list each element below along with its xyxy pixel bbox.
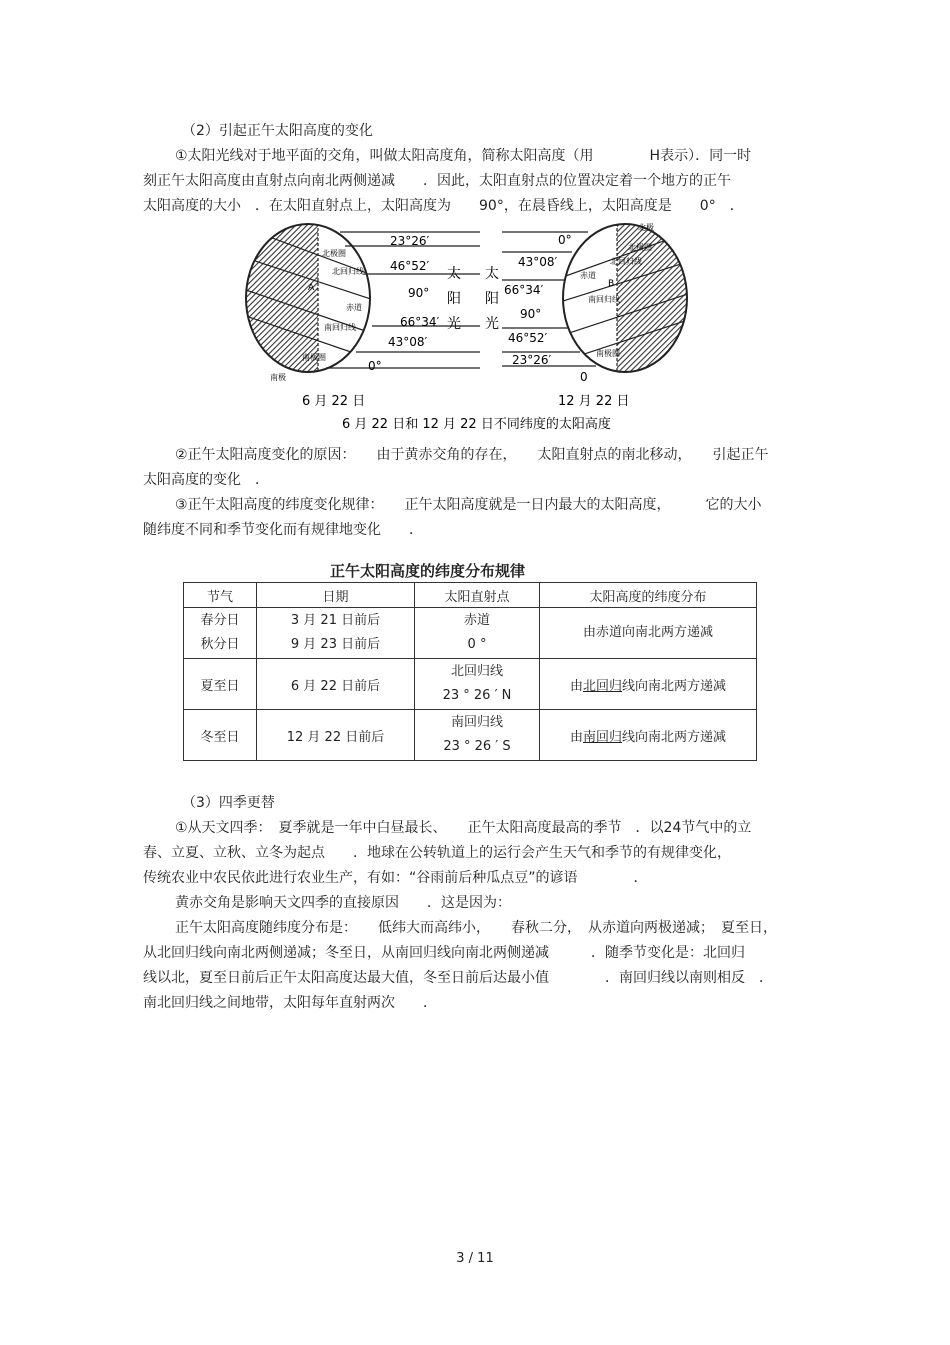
globe-june xyxy=(240,218,480,409)
svg-text:0°: 0° xyxy=(368,359,382,373)
svg-text:南回归线: 南回归线 xyxy=(324,323,356,332)
svg-text:阳: 阳 xyxy=(447,291,461,307)
paragraph-line: 太阳高度的变化 ． xyxy=(143,472,269,488)
paragraph-line: 黄赤交角是影响天文四季的直接原因 ．这是因为： xyxy=(175,895,511,911)
table-cell xyxy=(415,608,540,659)
table-row xyxy=(184,608,757,659)
paragraph-line: 随纬度不同和季节变化而有规律地变化 ． xyxy=(143,522,423,538)
table-title: 正午太阳高度的纬度分布规律 xyxy=(330,562,526,580)
svg-text:南极: 南极 xyxy=(270,373,286,382)
table-cell: 冬至日 xyxy=(184,710,257,761)
paragraph-line: ①太阳光线对于地平面的交角，叫做太阳高度角，简称太阳高度（用 H表示）．同一时 xyxy=(175,148,752,164)
cell-text: 南回归线 xyxy=(450,715,503,730)
svg-text:66°34′: 66°34′ xyxy=(504,283,544,297)
svg-text:赤道: 赤道 xyxy=(580,271,596,280)
table-row xyxy=(184,659,757,710)
cell-text: 春分日 xyxy=(200,613,240,628)
svg-text:北极圈: 北极圈 xyxy=(322,249,346,258)
paragraph-line: 线以北，夏至日前后正午太阳高度达最大值，冬至日前后达最小值 ．南回归线以南则相反 ． xyxy=(143,970,773,986)
svg-text:90°: 90° xyxy=(408,286,430,300)
latitude-rule-table xyxy=(183,582,757,761)
table-cell: 12 月 22 日前后 xyxy=(257,710,415,761)
table-cell xyxy=(257,608,415,659)
cell-text: 23 ° 26 ′ S xyxy=(443,739,511,754)
svg-text:南回归线: 南回归线 xyxy=(588,295,620,304)
cell-text: 北回归线 xyxy=(450,664,503,679)
table-cell xyxy=(540,608,757,659)
svg-text:北极: 北极 xyxy=(638,223,654,232)
svg-text:23°26′: 23°26′ xyxy=(390,234,430,248)
cell-text: 9 月 23 日前后 xyxy=(290,637,381,652)
svg-text:太: 太 xyxy=(447,266,461,282)
svg-text:0°: 0° xyxy=(558,233,572,247)
paragraph-line: 春、立夏、立秋、立冬为起点 ．地球在公转轨道上的运行会产生天气和季节的有规律变化， xyxy=(143,845,731,861)
cell-text: 线向南北两方递减 xyxy=(622,678,727,694)
cell-text: 3 月 21 日前后 xyxy=(290,613,381,628)
table-cell: 夏至日 xyxy=(184,659,257,710)
section-heading-2: （2）引起正午太阳高度的变化 xyxy=(182,123,373,139)
globe-december xyxy=(502,218,700,409)
cell-text: 赤道 xyxy=(463,613,490,628)
svg-text:赤道: 赤道 xyxy=(346,303,362,312)
table-row xyxy=(184,710,757,761)
svg-text:光: 光 xyxy=(485,316,499,332)
svg-text:光: 光 xyxy=(447,316,461,332)
table-header: 日期 xyxy=(257,583,415,608)
figure-caption: 6 月 22 日和 12 月 22 日不同纬度的太阳高度 xyxy=(342,417,611,432)
svg-text:B: B xyxy=(608,279,615,289)
paragraph-line: ③正午太阳高度的纬度变化规律： 正午太阳高度就是一日内最大的太阳高度， 它的大小 xyxy=(175,497,762,513)
table-cell xyxy=(184,608,257,659)
svg-text:43°08′: 43°08′ xyxy=(388,335,428,349)
svg-text:南极圈: 南极圈 xyxy=(302,353,326,362)
svg-text:北回归线: 北回归线 xyxy=(332,267,364,276)
paragraph-line: 南北回归线之间地带，太阳每年直射两次 ． xyxy=(143,995,437,1011)
cell-text: 秋分日 xyxy=(200,637,240,652)
svg-text:北极圈: 北极圈 xyxy=(628,243,652,252)
cell-text-underlined: 南回归 xyxy=(582,729,622,745)
paragraph-line: ①从天文四季： 夏季就是一年中白昼最长、 正午太阳高度最高的季节 ．以24节气中的立 xyxy=(175,820,752,836)
table-header: 太阳直射点 xyxy=(415,583,540,608)
paragraph-line: 太阳高度的大小 ．在太阳直射点上，太阳高度为 90°，在晨昏线上，太阳高度是 0° ． xyxy=(143,198,744,214)
svg-text:23°26′: 23°26′ xyxy=(512,353,552,367)
cell-text: 线向南北两方递减 xyxy=(622,729,727,745)
svg-text:太: 太 xyxy=(485,266,499,282)
svg-text:0: 0 xyxy=(580,370,588,384)
section-heading-3: （3）四季更替 xyxy=(182,795,275,811)
svg-text:12 月 22 日: 12 月 22 日 xyxy=(558,394,630,409)
cell-text: 0 ° xyxy=(467,637,487,652)
svg-text:66°34′: 66°34′ xyxy=(400,315,440,329)
table-header: 太阳高度的纬度分布 xyxy=(540,583,757,608)
svg-text:南极圈: 南极圈 xyxy=(596,349,620,358)
paragraph-line: 从北回归线向南北两侧递减；冬至日，从南回归线向南北两侧递减 ．随季节变化是：北回归 xyxy=(143,945,745,961)
cell-text: 由 xyxy=(569,729,583,745)
cell-text: 23 ° 26 ′ N xyxy=(442,688,512,703)
svg-text:90°: 90° xyxy=(520,307,542,321)
table-cell xyxy=(540,659,757,710)
paragraph-line: 刻正午太阳高度由直射点向南北两侧递减 ．因此，太阳直射点的位置决定着一个地方的正午 xyxy=(143,173,731,189)
table-cell: 6 月 22 日前后 xyxy=(257,659,415,710)
table-cell xyxy=(415,710,540,761)
page-number: 3 / 11 xyxy=(456,1251,494,1266)
table-cell xyxy=(540,710,757,761)
svg-text:43°08′: 43°08′ xyxy=(518,255,558,269)
solar-altitude-figure xyxy=(240,218,710,438)
table-header: 节气 xyxy=(184,583,257,608)
table-header-row xyxy=(184,583,757,608)
paragraph-line: 传统农业中农民依此进行农业生产，有如：“谷雨前后种瓜点豆”的谚语 ． xyxy=(143,870,648,886)
paragraph-line: 正午太阳高度随纬度分布是： 低纬大而高纬小， 春秋二分， 从赤道向两极递减； 夏至日， xyxy=(175,920,777,936)
svg-text:46°52′: 46°52′ xyxy=(508,331,548,345)
cell-text: 由赤道向南北两方递减 xyxy=(582,625,713,640)
svg-text:阳: 阳 xyxy=(485,291,499,307)
cell-text: 由 xyxy=(569,678,583,694)
cell-text-underlined: 北回归 xyxy=(582,678,622,694)
svg-text:北回归线: 北回归线 xyxy=(610,257,642,266)
paragraph-line: ②正午太阳高度变化的原因： 由于黄赤交角的存在， 太阳直射点的南北移动， 引起正午 xyxy=(175,447,769,463)
svg-text:46°52′: 46°52′ xyxy=(390,259,430,273)
svg-text:A: A xyxy=(308,283,315,293)
table-cell xyxy=(415,659,540,710)
svg-text:6 月 22 日: 6 月 22 日 xyxy=(302,394,366,409)
